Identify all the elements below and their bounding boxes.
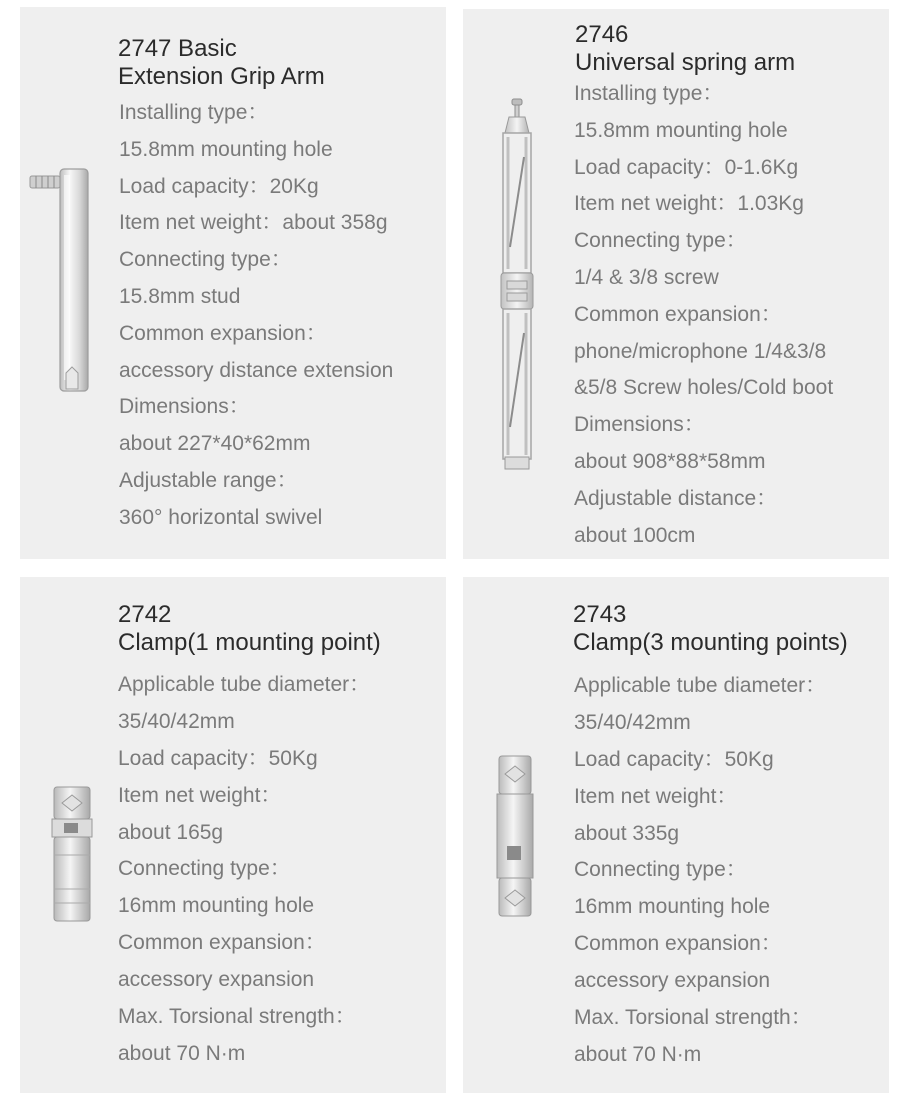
spec-line: Applicable tube diameter：	[574, 674, 827, 697]
spec-line: Dimensions：	[574, 413, 705, 437]
product-card-2742	[20, 577, 446, 1093]
spec-line: Load capacity：20Kg	[119, 174, 319, 198]
spec-line: Item net weight：about 358g	[119, 211, 388, 235]
spec-line: &5/8 Screw holes/Cold boot	[574, 376, 834, 400]
spec-list	[118, 667, 370, 1073]
product-title	[118, 601, 381, 657]
spec-line: Item net weight：	[118, 783, 282, 807]
spec-line: Load capacity：50Kg	[574, 747, 774, 771]
product-card-2746	[463, 9, 889, 559]
product-model: 2746	[575, 21, 629, 48]
spec-line: about 335g	[574, 821, 680, 845]
spec-line: Max. Torsional strength：	[574, 1006, 812, 1030]
product-name: Universal spring arm	[575, 49, 796, 76]
extension-grip-arm-image	[28, 167, 92, 395]
spec-line: accessory expansion	[118, 968, 315, 992]
clamp-one-point-image	[50, 785, 94, 923]
spec-line: about 70 N·m	[118, 1041, 246, 1065]
clamp-three-points-image	[495, 754, 535, 920]
spec-line: Load capacity：0-1.6Kg	[574, 155, 799, 179]
spec-line: Item net weight：	[574, 784, 738, 808]
spec-line: about 100cm	[574, 523, 696, 547]
product-title	[118, 35, 325, 91]
spec-line: Common expansion：	[118, 931, 326, 955]
spec-line: Load capacity：50Kg	[118, 746, 318, 770]
spec-line: 15.8mm stud	[119, 284, 241, 308]
spec-line: Connecting type：	[574, 858, 747, 882]
spec-list	[574, 76, 833, 554]
product-name: Clamp(3 mounting points)	[573, 629, 848, 656]
spec-line: Common expansion：	[119, 321, 327, 345]
spec-line: 15.8mm mounting hole	[574, 118, 788, 142]
spec-line: Installing type：	[119, 101, 269, 124]
spec-line: about 227*40*62mm	[119, 432, 311, 456]
spec-line: Adjustable distance：	[574, 486, 778, 510]
spec-line: 16mm mounting hole	[574, 895, 771, 919]
spec-line: Applicable tube diameter：	[118, 673, 371, 696]
spec-line: 15.8mm mounting hole	[119, 137, 333, 161]
spec-line: Installing type：	[574, 82, 724, 105]
spec-line: about 70 N·m	[574, 1042, 702, 1066]
spec-line: 35/40/42mm	[574, 710, 691, 734]
spec-list	[119, 95, 393, 537]
spec-line: Common expansion：	[574, 932, 782, 956]
spec-line: about 165g	[118, 820, 224, 844]
spec-line: Common expansion：	[574, 302, 782, 326]
spec-line: Item net weight：1.03Kg	[574, 192, 804, 216]
product-title	[573, 601, 848, 657]
spec-line: Connecting type：	[119, 248, 292, 272]
spec-line: Dimensions：	[119, 395, 250, 419]
product-name: Extension Grip Arm	[118, 63, 325, 90]
spec-list	[574, 668, 826, 1074]
product-title	[575, 21, 795, 77]
product-name: Clamp(1 mounting point)	[118, 629, 381, 656]
product-card-2743	[463, 577, 889, 1093]
spec-line: 1/4 & 3/8 screw	[574, 265, 719, 289]
spec-line: 35/40/42mm	[118, 709, 235, 733]
product-model: 2747 Basic	[118, 35, 237, 62]
spec-line: Connecting type：	[574, 229, 747, 253]
product-model: 2743	[573, 601, 627, 628]
spec-line: about 908*88*58mm	[574, 449, 766, 473]
spec-line: Connecting type：	[118, 857, 291, 881]
product-card-2747	[20, 7, 446, 559]
spec-line: 360° horizontal swivel	[119, 505, 323, 529]
spec-line: Adjustable range：	[119, 468, 298, 492]
spec-line: Max. Torsional strength：	[118, 1005, 356, 1029]
spec-line: accessory expansion	[574, 969, 771, 993]
spec-line: accessory distance extension	[119, 358, 394, 382]
spring-arm-image	[497, 97, 537, 473]
spec-line: 16mm mounting hole	[118, 894, 315, 918]
spec-line: phone/microphone 1/4&3/8	[574, 339, 827, 363]
product-model: 2742	[118, 601, 172, 628]
